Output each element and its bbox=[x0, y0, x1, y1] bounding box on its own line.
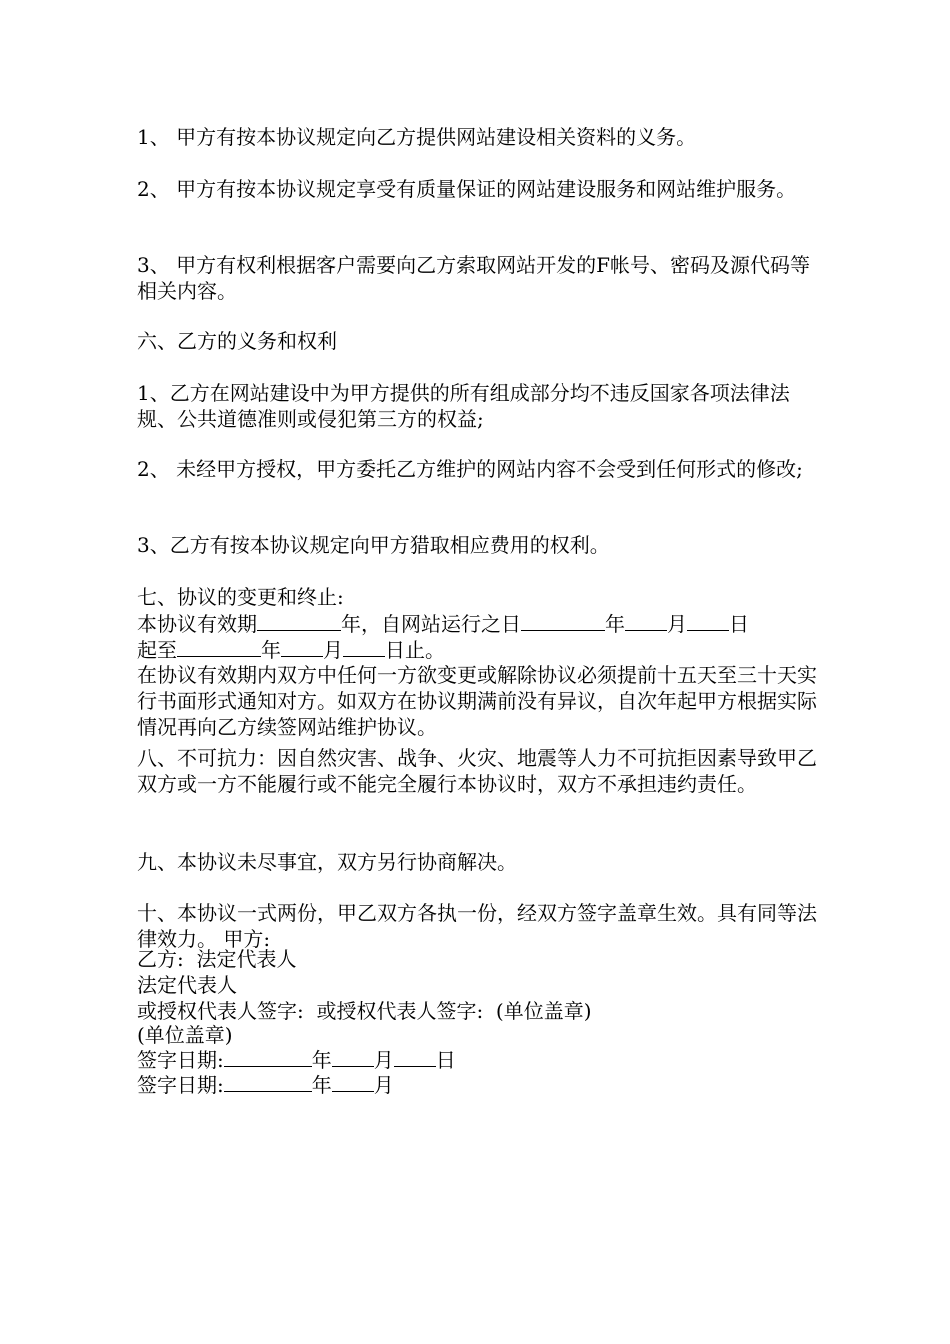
sign-date-2-month-blank bbox=[332, 1071, 374, 1092]
signature-line-2: 法定代表人 bbox=[137, 973, 237, 997]
term-years-unit: 年，自网站运行之日 bbox=[341, 612, 521, 636]
sign-date-1-day-blank bbox=[394, 1046, 436, 1067]
sign-date-1-label: 签字日期: bbox=[137, 1048, 224, 1072]
term-line-2 bbox=[137, 636, 445, 663]
start-month-unit: 月 bbox=[667, 612, 687, 636]
signature-line-1: 乙方: 法定代表人 bbox=[137, 947, 297, 971]
clause-5-3: 3、 甲方有权利根据客户需要向乙方索取网站开发的F帐号、密码及源代码等相关内容。 bbox=[137, 253, 810, 303]
clause-9: 九、本协议未尽事宜，双方另行协商解决。 bbox=[137, 850, 517, 874]
section-7-heading: 七、协议的变更和终止: bbox=[137, 585, 344, 609]
clause-6-1: 1、乙方在网站建设中为甲方提供的所有组成部分均不违反国家各项法律法规、公共道德准则或侵犯第三方的权益; bbox=[137, 381, 790, 431]
term-years-blank bbox=[257, 610, 341, 631]
sign-date-2-year-unit: 年 bbox=[311, 1073, 332, 1097]
start-month-blank bbox=[625, 610, 667, 631]
sign-date-2 bbox=[137, 1071, 394, 1098]
signature-line-4: (单位盖章) bbox=[137, 1023, 233, 1047]
end-year-unit: 年 bbox=[261, 638, 281, 662]
end-label: 起至 bbox=[137, 638, 177, 662]
end-year-blank bbox=[177, 636, 261, 657]
start-day-unit: 日 bbox=[729, 612, 749, 636]
end-day-unit: 日止。 bbox=[385, 638, 445, 662]
sign-date-1-year-blank bbox=[224, 1046, 312, 1067]
end-day-blank bbox=[343, 636, 385, 657]
clause-10: 十、本协议一式两份，甲乙双方各执一份，经双方签字盖章生效。具有同等法律效力。 甲方: bbox=[137, 901, 817, 951]
sign-date-1-month-unit: 月 bbox=[373, 1048, 394, 1072]
clause-5-2: 2、 甲方有按本协议规定享受有质量保证的网站建设服务和网站维护服务。 bbox=[137, 177, 797, 201]
sign-date-1-day-unit: 日 bbox=[435, 1048, 456, 1072]
start-year-unit: 年 bbox=[605, 612, 625, 636]
end-month-unit: 月 bbox=[323, 638, 343, 662]
clause-5-1: 1、 甲方有按本协议规定向乙方提供网站建设相关资料的义务。 bbox=[137, 125, 697, 149]
clause-6-2: 2、 未经甲方授权，甲方委托乙方维护的网站内容不会受到任何形式的修改; bbox=[137, 457, 803, 481]
end-month-blank bbox=[281, 636, 323, 657]
clause-6-3: 3、乙方有按本协议规定向甲方猎取相应费用的权利。 bbox=[137, 533, 610, 557]
start-day-blank bbox=[687, 610, 729, 631]
start-year-blank bbox=[521, 610, 605, 631]
term-label: 本协议有效期 bbox=[137, 612, 257, 636]
sign-date-2-label: 签字日期: bbox=[137, 1073, 224, 1097]
sign-date-1 bbox=[137, 1046, 456, 1073]
signature-line-3: 或授权代表人签字: 或授权代表人签字: (单位盖章) bbox=[137, 999, 592, 1023]
sign-date-1-year-unit: 年 bbox=[311, 1048, 332, 1072]
term-line-1 bbox=[137, 610, 749, 637]
sign-date-2-month-unit: 月 bbox=[373, 1073, 394, 1097]
section-6-heading: 六、乙方的义务和权利 bbox=[137, 329, 337, 353]
clause-7-body: 在协议有效期内双方中任何一方欲变更或解除协议必须提前十五天至三十天实行书面形式通知对方。如双方在协议期满前没有异议，自次年起甲方根据实际情况再向乙方续签网站维护协议。 bbox=[137, 663, 817, 739]
sign-date-2-year-blank bbox=[224, 1071, 312, 1092]
clause-8: 八、不可抗力：因自然灾害、战争、火灾、地震等人力不可抗拒因素导致甲乙双方或一方不能履行或不能完全履行本协议时，双方不承担违约责任。 bbox=[137, 746, 817, 796]
sign-date-1-month-blank bbox=[332, 1046, 374, 1067]
